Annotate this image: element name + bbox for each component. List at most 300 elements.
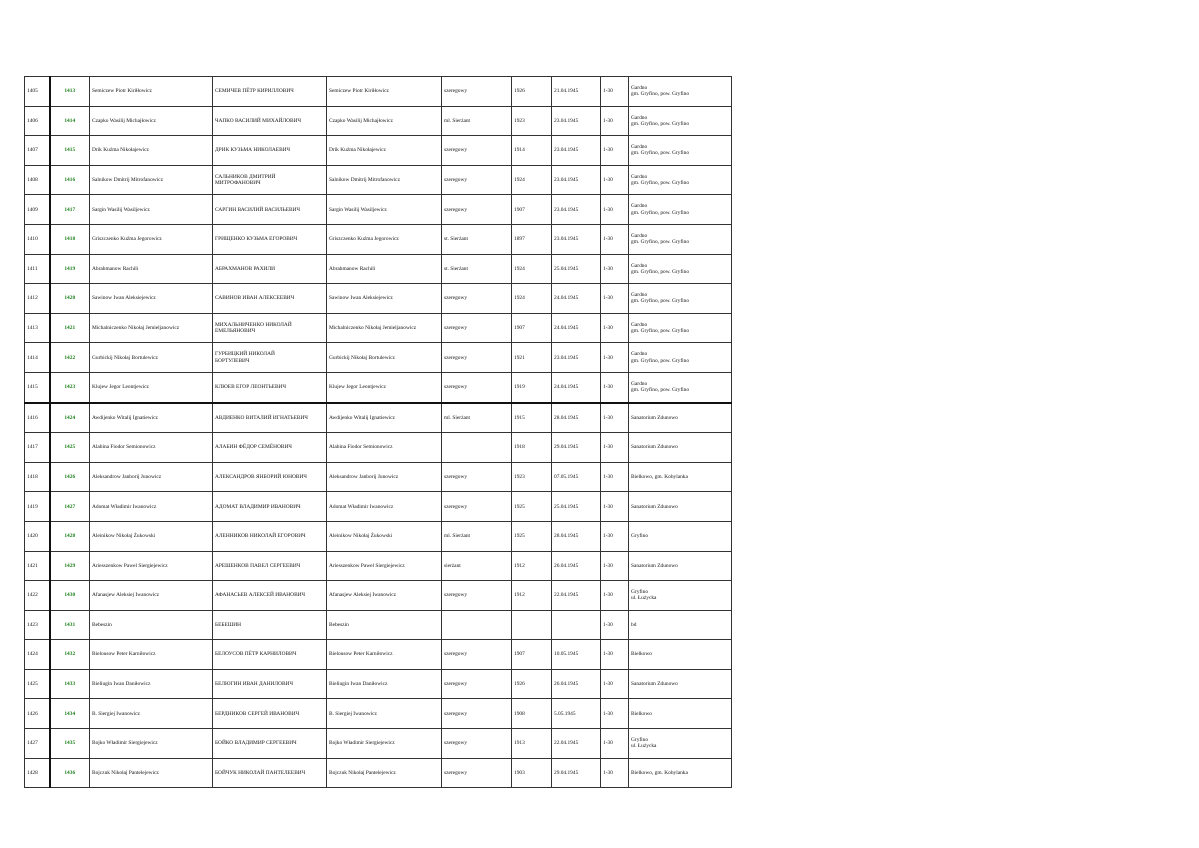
name-russian: АЛЕКСАНДРОВ ЯНБОРИЙ ЮНОВИЧ bbox=[215, 473, 307, 480]
name-polish: Salnikow Dmitrij Mitrofanowicz bbox=[92, 176, 163, 183]
rank: ml. Sierżant bbox=[444, 117, 471, 124]
name-polish-repeat: Aleinikow Nikołaj Żukowski bbox=[329, 533, 393, 540]
name-polish-repeat: Awdijenko Witalij Ignatiewicz bbox=[329, 414, 395, 421]
burial-place-line2: gm. Gryfino, pow. Gryfino bbox=[631, 387, 690, 394]
name-polish-repeat-cell bbox=[327, 462, 442, 492]
birth-year-cell bbox=[512, 433, 552, 463]
row-index-cell bbox=[25, 224, 50, 254]
burial-place-cell bbox=[629, 343, 732, 373]
name-polish-repeat-cell bbox=[327, 136, 442, 166]
unit-code-cell bbox=[601, 462, 629, 492]
table-row bbox=[25, 165, 732, 195]
burial-place-cell bbox=[629, 403, 732, 433]
birth-year: 1926 bbox=[514, 88, 525, 95]
record-number-cell bbox=[50, 492, 90, 522]
record-number: 1413 bbox=[64, 88, 76, 95]
rank-cell bbox=[442, 403, 512, 433]
rank: szeregowy bbox=[444, 295, 468, 302]
table-row bbox=[25, 106, 732, 136]
row-index: 1420 bbox=[27, 533, 38, 540]
rank-cell bbox=[442, 492, 512, 522]
birth-year: 1908 bbox=[514, 710, 525, 717]
name-polish: Awdijenko Witalij Ignatiewicz bbox=[92, 414, 158, 421]
record-number-cell bbox=[50, 136, 90, 166]
name-russian-cell bbox=[213, 165, 327, 195]
unit-code-cell bbox=[601, 521, 629, 551]
record-number: 1436 bbox=[64, 769, 76, 776]
name-russian: БОЙКО ВЛАДИМИР СЕРГЕЕВИЧ bbox=[215, 740, 297, 747]
death-date: 29.04.1945 bbox=[554, 769, 579, 776]
row-index-cell bbox=[25, 136, 50, 166]
rank-cell bbox=[442, 136, 512, 166]
table-row bbox=[25, 403, 732, 433]
unit-code: 1-30 bbox=[603, 265, 613, 272]
name-polish-repeat-cell bbox=[327, 403, 442, 433]
burial-place: Gardno bbox=[631, 173, 648, 180]
rank-cell bbox=[442, 77, 512, 107]
burial-place: Sanatorium Zdunowo bbox=[631, 444, 678, 451]
row-index: 1415 bbox=[27, 384, 38, 391]
name-polish: Gurbickij Nikołaj Bortulewicz bbox=[92, 354, 158, 361]
record-number: 1432 bbox=[64, 651, 76, 658]
burial-place-cell bbox=[629, 372, 732, 402]
unit-code: 1-30 bbox=[603, 740, 613, 747]
death-date: 25.04.1945 bbox=[554, 503, 579, 510]
burial-place-line2: gm. Gryfino, pow. Gryfino bbox=[631, 91, 690, 98]
burial-place: Gryfino bbox=[631, 737, 649, 744]
row-index-cell bbox=[25, 403, 50, 433]
name-polish-cell bbox=[90, 372, 213, 402]
death-date-cell bbox=[552, 492, 601, 522]
name-russian: АБРАХМАНОВ РАХИЛИ bbox=[215, 265, 276, 272]
birth-year-cell bbox=[512, 729, 552, 759]
record-number: 1416 bbox=[64, 176, 76, 183]
unit-code-cell bbox=[601, 610, 629, 640]
name-russian: АРЕШЕНКОВ ПАВЕЛ СЕРГЕЕВИЧ bbox=[215, 562, 301, 569]
burial-place-line2: gm. Gryfino, pow. Gryfino bbox=[631, 298, 690, 305]
record-number-cell bbox=[50, 551, 90, 581]
name-russian-cell bbox=[213, 313, 327, 343]
unit-code-cell bbox=[601, 165, 629, 195]
name-polish-cell bbox=[90, 699, 213, 729]
record-number: 1425 bbox=[64, 444, 76, 451]
name-russian-line2: БОРТУЛЕВИЧ bbox=[215, 357, 250, 364]
birth-year: 1907 bbox=[514, 324, 525, 331]
unit-code-cell bbox=[601, 640, 629, 670]
burial-place: Gardno bbox=[631, 381, 648, 388]
burial-place: Bielkowo bbox=[631, 710, 652, 717]
rank-cell bbox=[442, 729, 512, 759]
name-polish: Afanasjew Aleksiej Iwanowicz bbox=[92, 592, 160, 599]
table-row bbox=[25, 433, 732, 463]
burial-place: Gardno bbox=[631, 292, 648, 299]
rank: szeregowy bbox=[444, 324, 468, 331]
death-date-cell bbox=[552, 136, 601, 166]
name-polish-repeat: Bojczuk Nikołaj Pantelejewicz bbox=[329, 769, 396, 776]
row-index: 1407 bbox=[27, 147, 38, 154]
rank-cell bbox=[442, 581, 512, 611]
row-index: 1410 bbox=[27, 236, 38, 243]
burial-place: Gardno bbox=[631, 85, 648, 92]
birth-year-cell bbox=[512, 581, 552, 611]
birth-year-cell bbox=[512, 462, 552, 492]
birth-year: 1913 bbox=[514, 740, 525, 747]
birth-year: 1919 bbox=[514, 384, 525, 391]
unit-code: 1-30 bbox=[603, 206, 613, 213]
birth-year: 1918 bbox=[514, 444, 525, 451]
death-date-cell bbox=[552, 729, 601, 759]
record-number: 1419 bbox=[64, 265, 76, 272]
name-russian-cell bbox=[213, 106, 327, 136]
burial-place: Gardno bbox=[631, 351, 648, 358]
table-row bbox=[25, 551, 732, 581]
birth-year-cell bbox=[512, 77, 552, 107]
burial-place: Bielkowo, gm. Kobylanka bbox=[631, 473, 688, 480]
unit-code: 1-30 bbox=[603, 117, 613, 124]
record-number-cell bbox=[50, 581, 90, 611]
burial-place: Sanatorium Zdunowo bbox=[631, 681, 678, 688]
death-date-cell bbox=[552, 699, 601, 729]
name-russian: АЛАБИН ФЁДОР СЕМЁНОВИЧ bbox=[215, 444, 292, 451]
table-row bbox=[25, 640, 732, 670]
burial-place: Gardno bbox=[631, 114, 648, 121]
record-number-cell bbox=[50, 433, 90, 463]
burial-place: Sanatorium Zdunowo bbox=[631, 503, 678, 510]
name-polish: Abrahmanow Rachili bbox=[92, 265, 139, 272]
name-russian-cell bbox=[213, 136, 327, 166]
name-polish-repeat: Abrahmanow Rachili bbox=[329, 265, 376, 272]
table-row bbox=[25, 669, 732, 699]
row-index: 1416 bbox=[27, 414, 38, 421]
name-russian-cell bbox=[213, 551, 327, 581]
name-polish-repeat: Alabina Fiodor Semionowicz bbox=[329, 444, 393, 451]
unit-code-cell bbox=[601, 581, 629, 611]
name-russian: СЕМИЧЕВ ПЁТР КИРИЛЛОВИЧ bbox=[215, 88, 294, 95]
burial-place: Sanatorium Zdunowo bbox=[631, 414, 678, 421]
row-index: 1405 bbox=[27, 88, 38, 95]
rank: szeregowy bbox=[444, 384, 468, 391]
record-number: 1433 bbox=[64, 681, 76, 688]
rank-cell bbox=[442, 195, 512, 225]
unit-code: 1-30 bbox=[603, 533, 613, 540]
row-index: 1411 bbox=[27, 265, 38, 272]
unit-code: 1-30 bbox=[603, 147, 613, 154]
birth-year: 1924 bbox=[514, 265, 525, 272]
death-date: 24.04.1945 bbox=[554, 295, 579, 302]
row-index-cell bbox=[25, 433, 50, 463]
burial-records-table bbox=[24, 76, 732, 788]
name-polish-cell bbox=[90, 254, 213, 284]
record-number: 1431 bbox=[64, 621, 76, 628]
unit-code: 1-30 bbox=[603, 651, 613, 658]
burial-place-line2: gm. Gryfino, pow. Gryfino bbox=[631, 357, 690, 364]
unit-code: 1-30 bbox=[603, 503, 613, 510]
name-polish-repeat-cell bbox=[327, 77, 442, 107]
birth-year: 1912 bbox=[514, 592, 525, 599]
unit-code: 1-30 bbox=[603, 710, 613, 717]
name-russian: БЕЛОУСОВ ПЁТР КАРНИЛОВИЧ bbox=[215, 651, 297, 658]
name-polish-repeat: B. Siergiej Iwanowicz bbox=[329, 710, 377, 717]
name-russian-cell bbox=[213, 521, 327, 551]
name-russian: ГУРБИЦКИЙ НИКОЛАЙ bbox=[215, 351, 275, 358]
row-index-cell bbox=[25, 699, 50, 729]
rank: st. Sierżant bbox=[444, 265, 468, 272]
death-date: 26.04.1945 bbox=[554, 681, 579, 688]
unit-code-cell bbox=[601, 758, 629, 788]
death-date-cell bbox=[552, 224, 601, 254]
name-polish-cell bbox=[90, 729, 213, 759]
burial-place-cell bbox=[629, 136, 732, 166]
name-russian: БЕБЕШИН bbox=[215, 621, 242, 628]
burial-place-line2: ul. Łużycka bbox=[631, 743, 657, 750]
name-russian: САВИНОВ ИВАН АЛЕКСЕЕВИЧ bbox=[215, 295, 295, 302]
name-polish-repeat-cell bbox=[327, 224, 442, 254]
row-index: 1406 bbox=[27, 117, 38, 124]
burial-place-cell bbox=[629, 669, 732, 699]
birth-year-cell bbox=[512, 699, 552, 729]
record-number: 1427 bbox=[64, 503, 76, 510]
name-polish-repeat-cell bbox=[327, 254, 442, 284]
name-russian-cell bbox=[213, 669, 327, 699]
name-polish-repeat: Michalniczenko Nikołaj Jemieljanowicz bbox=[329, 324, 417, 331]
name-russian-cell bbox=[213, 640, 327, 670]
row-index: 1412 bbox=[27, 295, 38, 302]
burial-place: Gardno bbox=[631, 321, 648, 328]
rank-cell bbox=[442, 758, 512, 788]
name-polish-repeat-cell bbox=[327, 343, 442, 373]
unit-code: 1-30 bbox=[603, 444, 613, 451]
name-polish-repeat: Afanasjew Aleksiej Iwanowicz bbox=[329, 592, 397, 599]
unit-code: 1-30 bbox=[603, 324, 613, 331]
row-index-cell bbox=[25, 610, 50, 640]
burial-place-cell bbox=[629, 729, 732, 759]
burial-place-line2: gm. Gryfino, pow. Gryfino bbox=[631, 268, 690, 275]
burial-place-cell bbox=[629, 254, 732, 284]
name-polish-repeat-cell bbox=[327, 313, 442, 343]
rank-cell bbox=[442, 165, 512, 195]
name-russian: ГРИЩЕНКО КУЗЬМА ЕГОРОВИЧ bbox=[215, 236, 298, 243]
death-date: 23.04.1945 bbox=[554, 236, 579, 243]
name-polish-repeat: Bielousow Peter Karniłowicz bbox=[329, 651, 393, 658]
burial-place-line2: gm. Gryfino, pow. Gryfino bbox=[631, 180, 690, 187]
name-russian: АДОМАТ ВЛАДИМИР ИВАНОВИЧ bbox=[215, 503, 301, 510]
name-polish-repeat-cell bbox=[327, 758, 442, 788]
name-polish-repeat: Sargin Wasilij Wasiljewicz bbox=[329, 206, 387, 213]
burial-place-cell bbox=[629, 165, 732, 195]
record-number: 1435 bbox=[64, 740, 76, 747]
name-russian-cell bbox=[213, 433, 327, 463]
death-date-cell bbox=[552, 669, 601, 699]
rank-cell bbox=[442, 551, 512, 581]
unit-code-cell bbox=[601, 433, 629, 463]
record-number-cell bbox=[50, 521, 90, 551]
record-number-cell bbox=[50, 195, 90, 225]
name-polish-repeat-cell bbox=[327, 433, 442, 463]
record-number-cell bbox=[50, 758, 90, 788]
name-polish-repeat: Sawinow Iwan Aleksiejewicz bbox=[329, 295, 393, 302]
burial-place-cell bbox=[629, 106, 732, 136]
row-index-cell bbox=[25, 284, 50, 314]
rank: sierżant bbox=[444, 562, 461, 569]
rank-cell bbox=[442, 610, 512, 640]
burial-place-line2: gm. Gryfino, pow. Gryfino bbox=[631, 150, 690, 157]
burial-place-cell bbox=[629, 77, 732, 107]
name-polish-cell bbox=[90, 551, 213, 581]
record-number-cell bbox=[50, 254, 90, 284]
unit-code-cell bbox=[601, 284, 629, 314]
name-polish: Michalniczenko Nikołaj Jemieljanowicz bbox=[92, 324, 180, 331]
row-index-cell bbox=[25, 77, 50, 107]
rank: st. Sierżant bbox=[444, 236, 468, 243]
name-polish-repeat-cell bbox=[327, 284, 442, 314]
record-number: 1434 bbox=[64, 710, 76, 717]
name-russian-cell bbox=[213, 224, 327, 254]
birth-year-cell bbox=[512, 758, 552, 788]
name-polish-cell bbox=[90, 758, 213, 788]
death-date-cell bbox=[552, 77, 601, 107]
name-polish-repeat-cell bbox=[327, 551, 442, 581]
burial-place-cell bbox=[629, 610, 732, 640]
name-polish-repeat-cell bbox=[327, 640, 442, 670]
rank: szeregowy bbox=[444, 354, 468, 361]
death-date-cell bbox=[552, 433, 601, 463]
unit-code: 1-30 bbox=[603, 384, 613, 391]
name-russian-cell bbox=[213, 195, 327, 225]
table-row bbox=[25, 343, 732, 373]
row-index: 1421 bbox=[27, 562, 38, 569]
rank-cell bbox=[442, 224, 512, 254]
rank-cell bbox=[442, 669, 512, 699]
death-date-cell bbox=[552, 254, 601, 284]
name-polish-cell bbox=[90, 195, 213, 225]
table-row bbox=[25, 136, 732, 166]
death-date-cell bbox=[552, 343, 601, 373]
table-row bbox=[25, 313, 732, 343]
name-polish: Griszczenko Kuźma Jegorowicz bbox=[92, 236, 162, 243]
name-polish-repeat: Griszczenko Kuźma Jegorowicz bbox=[329, 236, 399, 243]
death-date: 28.04.1945 bbox=[554, 533, 579, 540]
unit-code-cell bbox=[601, 372, 629, 402]
record-number: 1415 bbox=[64, 147, 76, 154]
unit-code-cell bbox=[601, 551, 629, 581]
death-date: 24.04.1945 bbox=[554, 324, 579, 331]
row-index-cell bbox=[25, 462, 50, 492]
burial-place-cell bbox=[629, 284, 732, 314]
name-polish-repeat: Aleksandrow Janborij Junowicz bbox=[329, 473, 399, 480]
birth-year: 1924 bbox=[514, 176, 525, 183]
unit-code-cell bbox=[601, 195, 629, 225]
name-russian-cell bbox=[213, 77, 327, 107]
name-russian-line2: ЕМЕЛЬЯНОВИЧ bbox=[215, 328, 256, 335]
rank-cell bbox=[442, 372, 512, 402]
unit-code-cell bbox=[601, 313, 629, 343]
row-index: 1428 bbox=[27, 769, 38, 776]
name-russian: САРГИН ВАСИЛИЙ ВАСИЛЬЕВИЧ bbox=[215, 206, 301, 213]
rank-cell bbox=[442, 313, 512, 343]
record-number-cell bbox=[50, 313, 90, 343]
death-date-cell bbox=[552, 372, 601, 402]
name-polish-cell bbox=[90, 521, 213, 551]
name-polish-repeat: Klujew Jegor Leontjewicz bbox=[329, 384, 386, 391]
name-polish-cell bbox=[90, 106, 213, 136]
record-number: 1414 bbox=[64, 117, 76, 124]
name-polish-repeat-cell bbox=[327, 521, 442, 551]
name-polish-repeat-cell bbox=[327, 195, 442, 225]
name-russian-line2: МИТРОФАНОВИЧ bbox=[215, 180, 261, 187]
row-index-cell bbox=[25, 581, 50, 611]
burial-place-cell bbox=[629, 492, 732, 522]
death-date: 25.04.1945 bbox=[554, 265, 579, 272]
name-polish-cell bbox=[90, 610, 213, 640]
rank: szeregowy bbox=[444, 88, 468, 95]
death-date-cell bbox=[552, 462, 601, 492]
rank: ml. Sierżant bbox=[444, 414, 471, 421]
birth-year-cell bbox=[512, 254, 552, 284]
name-russian: САЛЬНИКОВ ДМИТРИЙ bbox=[215, 173, 276, 180]
rank-cell bbox=[442, 462, 512, 492]
row-index-cell bbox=[25, 669, 50, 699]
row-index: 1422 bbox=[27, 592, 38, 599]
unit-code-cell bbox=[601, 669, 629, 699]
row-index-cell bbox=[25, 106, 50, 136]
death-date: 07.05.1945 bbox=[554, 473, 579, 480]
unit-code: 1-30 bbox=[603, 473, 613, 480]
name-russian: АЛЕННИКОВ НИКОЛАЙ ЕГОРОВИЧ bbox=[215, 533, 306, 540]
name-polish-repeat-cell bbox=[327, 669, 442, 699]
name-russian-cell bbox=[213, 372, 327, 402]
row-index-cell bbox=[25, 165, 50, 195]
name-polish-cell bbox=[90, 136, 213, 166]
row-index-cell bbox=[25, 254, 50, 284]
name-polish: Aleinikow Nikołaj Żukowski bbox=[92, 533, 156, 540]
burial-place-cell bbox=[629, 758, 732, 788]
name-polish-repeat: Bebeszin bbox=[329, 621, 349, 628]
name-polish-repeat: Adomat Władimir Iwanowicz bbox=[329, 503, 394, 510]
record-number: 1426 bbox=[64, 473, 76, 480]
table-body bbox=[25, 77, 732, 788]
row-index: 1418 bbox=[27, 473, 38, 480]
unit-code: 1-30 bbox=[603, 236, 613, 243]
name-polish: Alabina Fiodor Semionowicz bbox=[92, 444, 156, 451]
unit-code-cell bbox=[601, 343, 629, 373]
record-number-cell bbox=[50, 403, 90, 433]
burial-place-cell bbox=[629, 224, 732, 254]
rank-cell bbox=[442, 343, 512, 373]
name-russian-cell bbox=[213, 492, 327, 522]
name-russian: БОЙЧУК НИКОЛАЙ ПАНТЕЛЕЕВИЧ bbox=[215, 769, 306, 776]
burial-place-cell bbox=[629, 195, 732, 225]
name-polish-repeat-cell bbox=[327, 372, 442, 402]
row-index-cell bbox=[25, 758, 50, 788]
name-polish-repeat: Bojko Władimir Siergiejewicz bbox=[329, 740, 395, 747]
death-date-cell bbox=[552, 521, 601, 551]
burial-place: Gardno bbox=[631, 144, 648, 151]
table-row bbox=[25, 254, 732, 284]
name-polish-repeat-cell bbox=[327, 729, 442, 759]
burial-place-cell bbox=[629, 699, 732, 729]
table-row bbox=[25, 699, 732, 729]
death-date: 21.04.1945 bbox=[554, 88, 579, 95]
table-row bbox=[25, 581, 732, 611]
name-russian: МИХАЛЬНИЧЕНКО НИКОЛАЙ bbox=[215, 321, 292, 328]
rank-cell bbox=[442, 284, 512, 314]
name-polish: Ariesszenkow Pawel Siergiejewicz bbox=[92, 562, 168, 569]
name-polish-repeat: Gurbickij Nikołaj Bortulewicz bbox=[329, 354, 395, 361]
unit-code: 1-30 bbox=[603, 621, 613, 628]
name-polish-repeat: Czapko Wasilij Michajłowicz bbox=[329, 117, 393, 124]
name-polish: Semiczew Piotr Kiriłłowicz bbox=[92, 88, 152, 95]
records-sheet bbox=[24, 76, 731, 776]
